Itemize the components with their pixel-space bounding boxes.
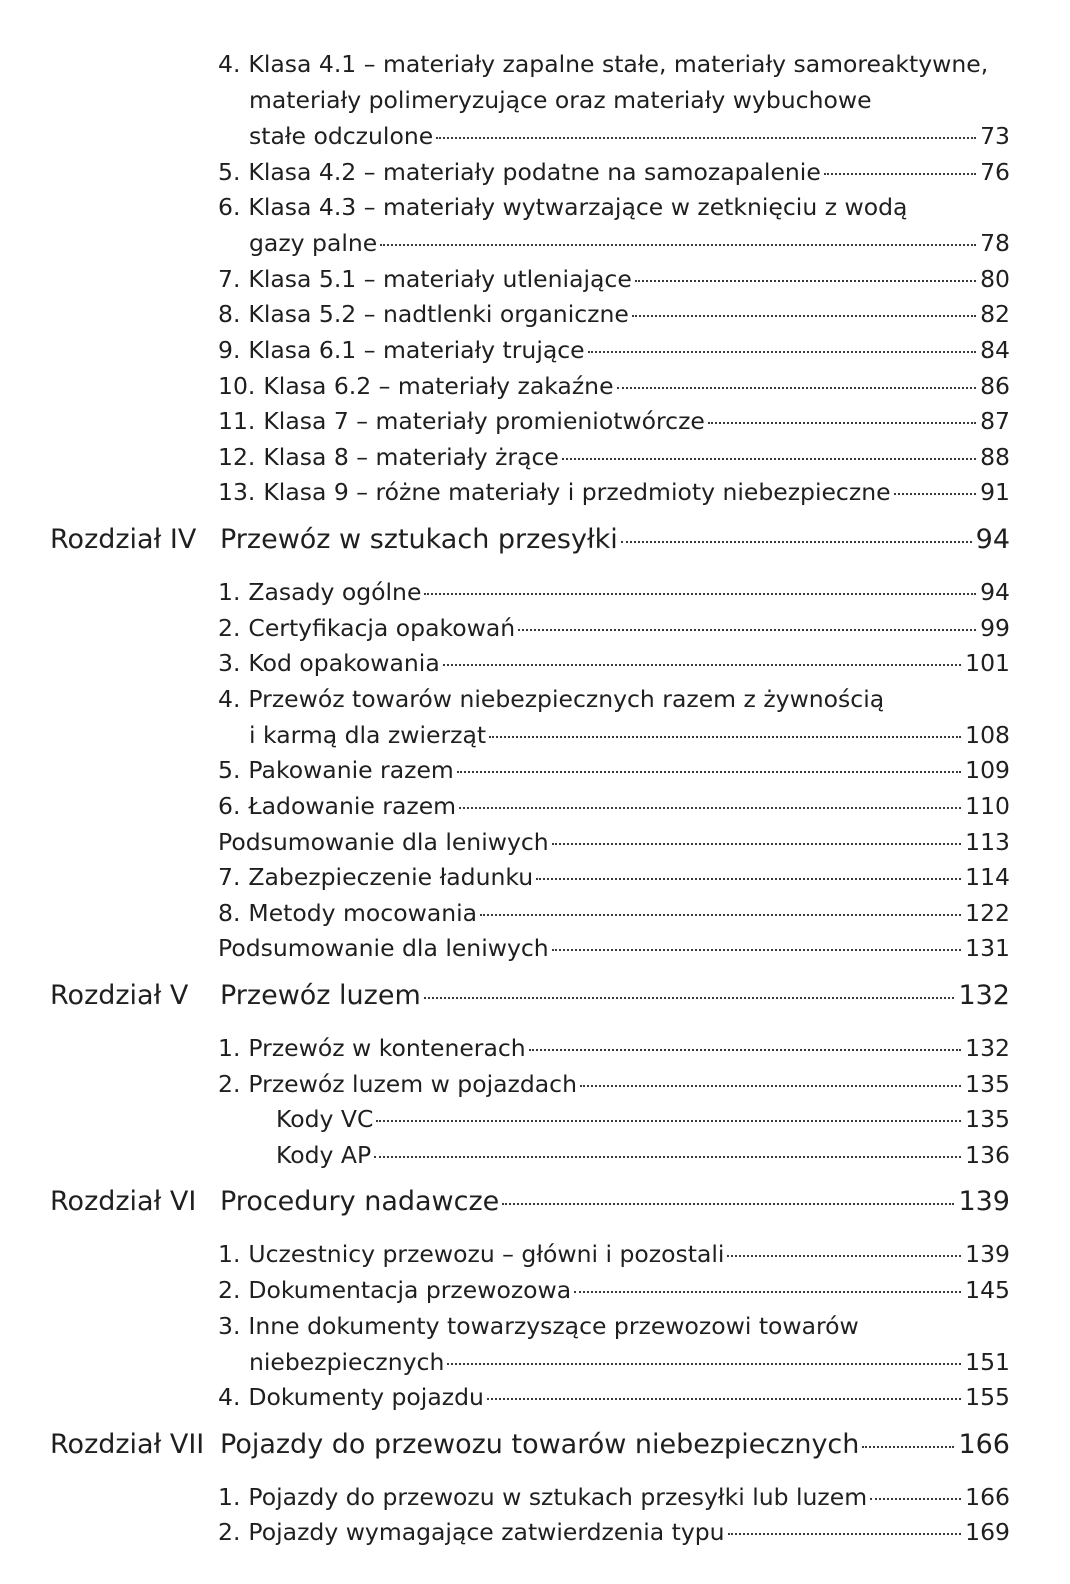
page-number: 135 [965,1105,1010,1134]
entry-number: 8. [218,300,241,329]
dot-leader [862,1446,954,1448]
dot-leader [727,1255,961,1257]
dot-leader [424,997,955,999]
toc-entry [218,336,1010,364]
entry-title: Zasady ogólne [248,578,422,606]
page-number: 135 [965,1069,1010,1098]
toc-entry [218,407,1010,435]
toc-entry [276,1141,1010,1169]
dot-leader [728,1533,962,1535]
chapter-number: Rozdział VI [50,1186,197,1218]
entry-title: Klasa 8 – materiały żrące [263,442,559,471]
page-number: 145 [965,1276,1010,1304]
page-number: 166 [958,1428,1010,1460]
dot-leader [870,1498,961,1500]
entry-title: Klasa 7 – materiały promieniotwórcze [263,407,705,436]
page-number: 110 [965,792,1010,820]
page-number: 99 [980,613,1010,642]
dot-leader [552,843,961,845]
dot-leader [518,629,976,631]
page-number: 108 [965,720,1010,749]
dot-leader [894,493,977,495]
toc-entry [218,443,1010,471]
toc-entry [218,1518,1010,1546]
entry-title: Metody mocowania [248,898,478,927]
page-number: 109 [965,756,1010,785]
entry-number: 5. [218,756,241,785]
toc-entry [218,1070,1010,1098]
dot-leader [457,771,961,773]
toc-entry [218,614,1010,642]
page-number: 113 [965,827,1010,856]
toc-entry [218,685,1010,713]
entry-title: Pojazdy do przewozu w sztukach przesyłki lub luzem [248,1482,868,1511]
entry-number: 13. [218,478,256,507]
page-number: 114 [965,863,1010,892]
entry-title: Klasa 4.3 – materiały wytwarzające w zetknięciu z wodą [248,193,908,222]
page-number: 73 [980,122,1010,150]
toc-entry [218,372,1010,400]
entry-title: Certyfikacja opakowań [248,613,516,642]
entry-title: Przewóz luzem w pojazdach [248,1069,577,1098]
toc-entry-continuation [249,1348,1010,1376]
entry-title: Zabezpieczenie ładunku [248,863,534,892]
dot-leader [447,1363,961,1365]
page-number: 169 [965,1518,1010,1547]
entry-number: 7. [218,863,241,892]
entry-number: 1. [218,1034,241,1062]
entry-title: Przewóz w kontenerach [248,1034,526,1062]
dot-leader [708,422,976,424]
entry-title: Podsumowanie dla leniwych [218,934,549,963]
entry-number: 2. [218,1069,241,1098]
entry-number: 8. [218,898,241,927]
page-number: 136 [965,1140,1010,1169]
dot-leader [443,664,961,666]
toc-chapter [50,1429,1010,1460]
entry-number: 1. [218,1240,241,1269]
dot-leader [588,351,976,353]
toc-entry [218,899,1010,927]
dot-leader [487,1398,961,1400]
entry-number: 3. [218,649,241,678]
toc-entry [218,756,1010,784]
chapter-title: Przewóz luzem [220,980,421,1011]
entry-number: 3. [218,1311,241,1340]
entry-title: Klasa 9 – różne materiały i przedmioty niebezpieczne [263,478,891,507]
entry-number: 4. [218,684,241,713]
dot-leader [374,1156,961,1158]
entry-title: Inne dokumenty towarzyszące przewozowi towarów [248,1311,859,1340]
toc-entry [218,1276,1010,1304]
entry-title: Podsumowanie dla leniwych [218,827,549,856]
toc-entry [218,300,1010,328]
dot-leader [459,807,961,809]
toc-chapter [50,980,1010,1011]
dot-leader [574,1291,961,1293]
entry-title: Przewóz towarów niebezpiecznych razem z żywnością [248,684,885,713]
entry-title: Kod opakowania [248,649,440,678]
entry-number: 5. [218,157,241,186]
page-number: 101 [965,649,1010,678]
dot-leader [552,949,961,951]
chapter-number: Rozdział VII [50,1428,205,1460]
entry-number: 2. [218,613,241,642]
toc-entry [218,828,1010,856]
toc-entry [218,578,1010,606]
toc-entry [276,1105,1010,1133]
page-number: 131 [965,934,1010,963]
toc-entry [218,1240,1010,1268]
dot-leader [480,914,961,916]
toc-entry [218,1034,1010,1062]
page-number: 94 [980,578,1010,606]
entry-number: 6. [218,792,241,820]
entry-title: Pakowanie razem [248,756,454,785]
entry-number: 7. [218,264,241,293]
toc-entry [218,792,1010,820]
dot-leader [489,736,961,738]
toc-entry [218,1383,1010,1411]
page-number: 86 [980,371,1010,400]
page-number: 139 [965,1240,1010,1269]
page-number: 91 [980,478,1010,507]
page-number: 88 [980,442,1010,471]
dot-leader [529,1049,961,1051]
toc-entry [218,50,1010,78]
page-number: 122 [965,898,1010,927]
entry-number: 6. [218,193,241,222]
toc-entry-continuation [249,122,1010,150]
toc-entry [218,158,1010,186]
toc-entry [218,478,1010,506]
entry-title: Klasa 4.1 – materiały zapalne stałe, materiały samoreaktywne, [248,50,989,78]
dot-leader [621,541,972,543]
toc-entry-continuation [249,229,1010,257]
chapter-title: Procedury nadawcze [220,1186,500,1218]
dot-leader [824,173,976,175]
toc-entry [218,649,1010,677]
dot-leader [635,280,976,282]
toc-entry [218,1483,1010,1511]
toc-entry [218,265,1010,293]
entry-title: Klasa 5.2 – nadtlenki organiczne [248,300,629,329]
toc-entry-continuation [249,86,1010,114]
toc-entry [218,193,1010,221]
page-number: 76 [980,157,1010,186]
chapter-title: Pojazdy do przewozu towarów niebezpiecznych [220,1428,860,1460]
dot-leader [436,137,976,139]
toc-entry [218,863,1010,891]
entry-title: gazy palne [249,229,378,258]
page-number: 151 [965,1347,1010,1376]
chapter-title: Przewóz w sztukach przesyłki [220,524,618,555]
dot-leader [380,244,976,246]
entry-title: Klasa 6.1 – materiały trujące [248,336,585,364]
dot-leader [580,1085,961,1087]
page-number: 132 [958,980,1010,1011]
page-number: 94 [975,524,1010,555]
page-number: 82 [980,300,1010,329]
entry-title: Ładowanie razem [248,792,457,820]
dot-leader [536,878,961,880]
page-number: 84 [980,336,1010,364]
entry-number: 2. [218,1276,241,1304]
dot-leader [562,458,976,460]
entry-title: Kody AP [276,1140,372,1169]
page-number: 139 [958,1186,1010,1218]
entry-number: 4. [218,50,241,78]
toc-chapter [50,1186,1010,1217]
page-number: 132 [965,1034,1010,1062]
page-number: 80 [980,264,1010,293]
entry-number: 9. [218,336,241,364]
entry-number: 1. [218,1482,241,1511]
entry-title: Klasa 6.2 – materiały zakaźne [263,371,614,400]
toc-entry [218,934,1010,962]
entry-title: stałe odczulone [249,122,434,150]
toc-entry [218,1312,1010,1340]
toc-chapter [50,524,1010,555]
dot-leader [617,387,977,389]
dot-leader [502,1203,954,1205]
entry-title: materiały polimeryzujące oraz materiały wybuchowe [249,86,872,114]
chapter-number: Rozdział IV [50,524,197,555]
entry-number: 10. [218,371,256,400]
dot-leader [632,315,976,317]
chapter-number: Rozdział V [50,980,189,1011]
entry-title: Uczestnicy przewozu – główni i pozostali [248,1240,725,1269]
entry-title: Pojazdy wymagające zatwierdzenia typu [248,1518,725,1547]
page-number: 155 [965,1383,1010,1412]
entry-title: Klasa 4.2 – materiały podatne na samozapalenie [248,157,821,186]
entry-number: 11. [218,407,256,436]
page-number: 166 [965,1482,1010,1511]
entry-number: 4. [218,1383,241,1412]
entry-title: niebezpiecznych [249,1347,445,1376]
entry-number: 12. [218,442,256,471]
entry-number: 2. [218,1518,241,1547]
entry-title: Kody VC [276,1105,374,1134]
entry-title: Dokumentacja przewozowa [248,1276,572,1304]
entry-title: Dokumenty pojazdu [248,1383,484,1412]
toc-entry-continuation [249,721,1010,749]
page-number: 87 [980,407,1010,436]
entry-title: i karmą dla zwierząt [249,720,487,749]
dot-leader [424,593,976,595]
entry-title: Klasa 5.1 – materiały utleniające [248,264,632,293]
entry-number: 1. [218,578,241,606]
dot-leader [376,1120,961,1122]
page-number: 78 [980,229,1010,258]
